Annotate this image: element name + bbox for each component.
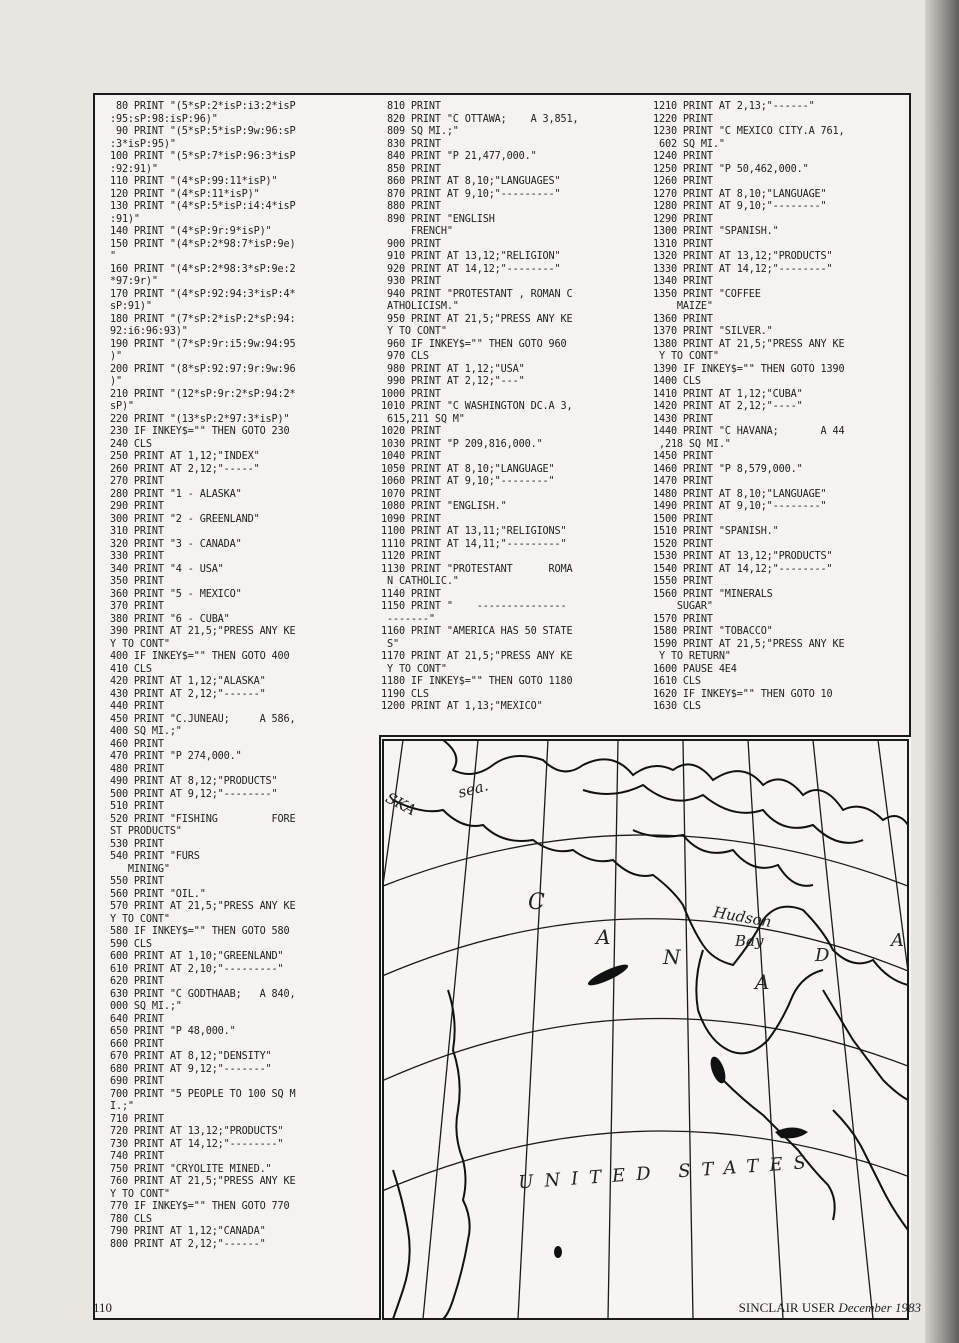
code-line: MINING"	[127, 863, 170, 875]
code-line: Y TO RETURN"	[658, 651, 731, 662]
map-drawing	[383, 740, 908, 1319]
code-line: 770 IF INKEY$="" THEN GOTO 770	[109, 1201, 290, 1212]
code-line: 140 PRINT "(4*sP:9r:9*isP)"	[109, 226, 272, 237]
longitude-line	[878, 740, 908, 1319]
code-line: 1230 PRINT "C MEXICO CITY.A 761,	[653, 126, 845, 137]
code-line: -------"	[386, 613, 435, 625]
code-line: Y TO CONT"	[658, 351, 719, 362]
code-line: 1010 PRINT "C WASHINGTON DC.A 3,	[381, 401, 573, 412]
code-line: 1470 PRINT	[653, 476, 713, 487]
code-line: 340 PRINT "4 - USA"	[109, 563, 224, 575]
code-line: 000 SQ MI.;"	[109, 1001, 182, 1012]
map-illustration	[383, 740, 908, 1319]
code-line: 980 PRINT AT 1,12;"USA"	[386, 363, 525, 375]
code-line: I.;"	[109, 1101, 134, 1112]
code-line: 1320 PRINT AT 13,12;"PRODUCTS"	[653, 251, 833, 262]
map-label-canada-letter: C	[528, 890, 545, 915]
west-coast	[393, 1170, 410, 1319]
code-line: 110 PRINT "(4*sP:99:11*isP)"	[109, 176, 278, 187]
code-line: 1000 PRINT	[381, 388, 441, 400]
code-line: 1150 PRINT " ---------------	[381, 601, 567, 612]
code-line: 170 PRINT "(4*sP:92:94:3*isP:4*	[109, 288, 296, 300]
code-line: 350 PRINT	[109, 576, 164, 587]
code-line: 490 PRINT AT 8,12;"PRODUCTS"	[109, 776, 278, 787]
great-lakes-outline	[723, 1080, 835, 1220]
code-line: 510 PRINT	[109, 801, 164, 812]
latitude-line	[383, 835, 908, 890]
code-line: 1520 PRINT	[653, 538, 713, 550]
code-line: 1270 PRINT AT 8,10;"LANGUAGE"	[653, 188, 827, 200]
code-line: 1440 PRINT "C HAVANA; A 44	[653, 426, 845, 437]
code-line: 1600 PAUSE 4E4	[653, 663, 737, 675]
magazine-footer	[739, 1300, 921, 1316]
code-line: Y TO CONT"	[386, 663, 447, 675]
code-line: 570 PRINT AT 21,5;"PRESS ANY KE	[109, 901, 296, 912]
code-line: 1500 PRINT	[653, 513, 713, 525]
code-line: 1610 CLS	[653, 676, 701, 687]
great-bear-lake	[586, 961, 630, 989]
longitude-line	[683, 740, 693, 1319]
code-line: 920 PRINT AT 14,12;"--------"	[386, 263, 561, 275]
code-line: 1560 PRINT "MINERALS	[653, 588, 773, 600]
code-line: 800 PRINT AT 2,12;"------"	[109, 1238, 266, 1250]
code-line: 960 IF INKEY$="" THEN GOTO 960	[386, 338, 567, 350]
map-label-bay: Bay	[735, 932, 764, 950]
code-line: 1250 PRINT "P 50,462,000."	[653, 163, 809, 175]
code-line: 200 PRINT "(8*sP:92:97:9r:9w:96	[109, 363, 296, 375]
code-line: 630 PRINT "C GODTHAAB; A 840,	[109, 988, 296, 1000]
arctic-islands-outline	[633, 830, 813, 886]
listing-column-3	[653, 101, 844, 714]
code-line: 840 PRINT "P 21,477,000."	[386, 151, 537, 162]
code-line: 1420 PRINT AT 2,12;"----"	[653, 401, 803, 412]
code-line: 1630 CLS	[653, 701, 701, 712]
code-line: 1100 PRINT AT 13,11;"RELIGIONS"	[381, 526, 567, 537]
code-line: 1140 PRINT	[381, 588, 441, 600]
map-label-canada-letter: A	[891, 930, 904, 951]
code-line: Y TO CONT"	[109, 638, 170, 650]
code-line: 450 PRINT "C.JUNEAU; A 586,	[109, 713, 296, 725]
code-line: 910 PRINT AT 13,12;"RELIGION"	[386, 251, 561, 262]
code-line: 1450 PRINT	[653, 451, 713, 462]
code-line: 130 PRINT "(4*sP:5*isP:i4:4*isP	[109, 201, 296, 212]
code-line: )"	[109, 376, 122, 387]
code-line: 1040 PRINT	[381, 451, 441, 462]
magazine-name: SINCLAIR USER	[738, 1300, 836, 1315]
code-line: 100 PRINT "(5*sP:7*isP:96:3*isP	[109, 151, 296, 162]
code-line: 1280 PRINT AT 9,10;"--------"	[653, 201, 827, 212]
code-line: 615,211 SQ M"	[386, 413, 465, 425]
code-line: Y TO CONT"	[109, 1188, 170, 1200]
code-line: 470 PRINT "P 274,000."	[109, 751, 242, 762]
code-line: 1060 PRINT AT 9,10;"--------"	[381, 476, 555, 487]
hudson-bay-outline	[696, 950, 823, 1053]
code-line: 1330 PRINT AT 14,12;"--------"	[653, 263, 833, 275]
code-line: *97:9r)"	[109, 276, 158, 287]
code-line: ST PRODUCTS"	[109, 826, 182, 837]
code-line: 1390 IF INKEY$="" THEN GOTO 1390	[653, 363, 845, 375]
code-line: 300 PRINT "2 - GREENLAND"	[109, 513, 260, 525]
listing-column-2	[381, 101, 578, 714]
longitude-line	[383, 740, 403, 1319]
code-line: sP:91)"	[109, 301, 152, 312]
code-line: 1400 CLS	[653, 376, 701, 387]
code-line: 480 PRINT	[109, 763, 164, 775]
code-line: ATHOLICISM."	[386, 301, 459, 312]
code-line: 700 PRINT "5 PEOPLE TO 100 SQ M	[109, 1088, 296, 1100]
code-line: 650 PRINT "P 48,000."	[109, 1026, 236, 1037]
code-line: 390 PRINT AT 21,5;"PRESS ANY KE	[109, 626, 296, 637]
code-line: 1050 PRINT AT 8,10;"LANGUAGE"	[381, 463, 555, 475]
code-line: 500 PRINT AT 9,12;"--------"	[109, 788, 278, 800]
code-line: 580 IF INKEY$="" THEN GOTO 580	[109, 926, 290, 937]
code-line: 670 PRINT AT 8,12;"DENSITY"	[109, 1051, 272, 1062]
code-line: 530 PRINT	[109, 838, 164, 850]
code-line: 730 PRINT AT 14,12;"--------"	[109, 1138, 284, 1150]
code-line: 400 SQ MI.;"	[109, 726, 182, 737]
code-line: 620 PRINT	[109, 976, 164, 987]
map-label-united-states: UNITED STATES	[517, 1151, 818, 1194]
code-line: 1540 PRINT AT 14,12;"--------"	[653, 563, 833, 575]
code-line: 860 PRINT AT 8,10;"LANGUAGES"	[386, 176, 561, 187]
map-label-hudson: Hudson	[711, 903, 773, 931]
code-line: 1130 PRINT "PROTESTANT ROMA	[381, 563, 573, 575]
code-line: 370 PRINT	[109, 601, 164, 612]
code-line: 810 PRINT	[386, 101, 441, 112]
code-line: 440 PRINT	[109, 701, 164, 712]
page-number: 110	[93, 1300, 113, 1315]
code-line: 850 PRINT	[386, 163, 441, 175]
code-line: 1550 PRINT	[653, 576, 713, 587]
code-line: 1480 PRINT AT 8,10;"LANGUAGE"	[653, 488, 827, 500]
code-line: 1090 PRINT	[381, 513, 441, 525]
code-line: 1210 PRINT AT 2,13;"------"	[653, 101, 815, 112]
code-line: N CATHOLIC."	[386, 576, 459, 587]
code-line: )"	[109, 351, 122, 362]
code-line: 950 PRINT AT 21,5;"PRESS ANY KE	[386, 313, 573, 325]
code-line: :91)"	[109, 213, 140, 225]
code-line: 290 PRINT	[109, 501, 164, 512]
code-line: 809 SQ MI.;"	[386, 126, 459, 137]
code-line: 1590 PRINT AT 21,5;"PRESS ANY KE	[653, 638, 845, 650]
code-line: 520 PRINT "FISHING FORE	[109, 813, 296, 825]
code-line: 320 PRINT "3 - CANADA"	[109, 538, 242, 550]
code-line: 940 PRINT "PROTESTANT , ROMAN C	[386, 288, 573, 300]
code-line: 380 PRINT "6 - CUBA"	[109, 613, 230, 625]
code-line: MAIZE"	[676, 301, 713, 312]
code-line: S"	[386, 638, 399, 650]
code-line: 330 PRINT	[109, 551, 164, 562]
code-line: 560 PRINT "OIL."	[109, 888, 206, 900]
code-line: 250 PRINT AT 1,12;"INDEX"	[109, 451, 260, 462]
code-line: 230 IF INKEY$="" THEN GOTO 230	[109, 426, 290, 437]
us-canada-border	[443, 990, 470, 1319]
code-line: 1020 PRINT	[381, 426, 441, 437]
code-line: 930 PRINT	[386, 276, 441, 287]
code-line: Y TO CONT"	[386, 326, 447, 337]
code-line: 610 PRINT AT 2,10;"---------"	[109, 963, 284, 975]
code-line: 660 PRINT	[109, 1038, 164, 1050]
code-line: 360 PRINT "5 - MEXICO"	[109, 588, 242, 600]
code-line: 1510 PRINT "SPANISH."	[653, 526, 779, 537]
code-line: 820 PRINT "C OTTAWA; A 3,851,	[386, 113, 579, 125]
code-line: 830 PRINT	[386, 138, 441, 150]
code-line: 270 PRINT	[109, 476, 164, 487]
code-line: :95:sP:98:isP:96)"	[109, 113, 218, 125]
map-label-canada-letter: D	[815, 945, 830, 966]
code-line: 400 IF INKEY$="" THEN GOTO 400	[109, 651, 290, 662]
code-line: 80 PRINT "(5*sP:2*isP:i3:2*isP	[115, 101, 296, 112]
arctic-islands-outline	[443, 740, 908, 825]
code-line: 540 PRINT "FURS	[109, 851, 200, 862]
code-line: 310 PRINT	[109, 526, 164, 537]
code-line: 1240 PRINT	[653, 151, 713, 162]
code-line: 1370 PRINT "SILVER."	[653, 326, 773, 337]
map-label-canada-letter: A	[755, 970, 770, 994]
code-line: 120 PRINT "(4*sP:11*isP)"	[109, 188, 260, 200]
code-line: 900 PRINT	[386, 238, 441, 250]
longitude-line	[813, 740, 873, 1319]
code-line: Y TO CONT"	[109, 913, 170, 925]
code-line: 760 PRINT AT 21,5;"PRESS ANY KE	[109, 1176, 296, 1187]
map-label-alaska: SKA	[383, 788, 420, 820]
code-line: 280 PRINT "1 - ALASKA"	[109, 488, 242, 500]
code-line: "	[109, 251, 116, 262]
us-east-coast	[833, 1110, 908, 1230]
code-line: 1180 IF INKEY$="" THEN GOTO 1180	[381, 676, 573, 687]
code-line: :3*isP:95)"	[109, 138, 176, 150]
canada-coastline	[823, 990, 908, 1100]
code-line: 1190 CLS	[381, 688, 429, 700]
code-line: 1160 PRINT "AMERICA HAS 50 STATE	[381, 626, 573, 637]
small-lake	[554, 1246, 562, 1258]
code-line: 90 PRINT "(5*sP:5*isP:9w:96:sP	[115, 126, 296, 137]
code-line: 1350 PRINT "COFFEE	[653, 288, 761, 300]
code-line: 690 PRINT	[109, 1076, 164, 1087]
code-line: 990 PRINT AT 2,12;"---"	[386, 376, 525, 387]
code-line: 710 PRINT	[109, 1113, 164, 1125]
code-line: 720 PRINT AT 13,12;"PRODUCTS"	[109, 1126, 284, 1137]
code-line: 680 PRINT AT 9,12;"-------"	[109, 1063, 272, 1075]
code-line: 210 PRINT "(12*sP:9r:2*sP:94:2*	[109, 388, 296, 400]
code-line: 790 PRINT AT 1,12;"CANADA"	[109, 1226, 266, 1237]
latitude-line	[383, 1019, 908, 1085]
code-line: 1430 PRINT	[653, 413, 713, 425]
code-line: :92:91)"	[109, 163, 158, 175]
code-line: 550 PRINT	[109, 876, 164, 887]
code-line: 890 PRINT "ENGLISH	[386, 213, 495, 225]
code-line: 750 PRINT "CRYOLITE MINED."	[109, 1163, 272, 1175]
code-line: 780 CLS	[109, 1213, 152, 1225]
code-line: 1340 PRINT	[653, 276, 713, 287]
map-label-canada-letter: N	[663, 945, 681, 969]
code-line: 1380 PRINT AT 21,5;"PRESS ANY KE	[653, 338, 845, 350]
code-line: 880 PRINT	[386, 201, 441, 212]
code-line: 420 PRINT AT 1,12;"ALASKA"	[109, 676, 266, 687]
code-line: 1310 PRINT	[653, 238, 713, 250]
code-line: 600 PRINT AT 1,10;"GREENLAND"	[109, 951, 284, 962]
code-line: sP)"	[109, 401, 134, 412]
code-line: 1120 PRINT	[381, 551, 441, 562]
code-line: 1570 PRINT	[653, 613, 713, 625]
code-line: 1290 PRINT	[653, 213, 713, 225]
code-line: FRENCH"	[410, 226, 453, 237]
code-line: 430 PRINT AT 2,12;"------"	[109, 688, 266, 700]
map-label-sea: sea.	[456, 776, 491, 802]
code-line: 220 PRINT "(13*sP:2*97:3*isP)"	[109, 413, 290, 425]
code-line: 740 PRINT	[109, 1151, 164, 1162]
code-line: 1110 PRINT AT 14,11;"---------"	[381, 538, 567, 550]
code-line: 260 PRINT AT 2,12;"-----"	[109, 463, 260, 475]
code-line: 870 PRINT AT 9,10;"---------"	[386, 188, 561, 200]
issue-date: December 1983	[838, 1300, 921, 1315]
map-label-canada-letter: A	[596, 925, 611, 949]
code-line: 240 CLS	[109, 438, 152, 450]
code-line: 1220 PRINT	[653, 113, 713, 125]
code-line: 92:i6:96:93)"	[109, 326, 188, 337]
code-line: ,218 SQ MI."	[658, 438, 731, 450]
longitude-line	[608, 740, 618, 1319]
code-line: 640 PRINT	[109, 1013, 164, 1025]
code-line: 1410 PRINT AT 1,12;"CUBA"	[653, 388, 803, 400]
code-line: 590 CLS	[109, 938, 152, 950]
code-line: 1030 PRINT "P 209,816,000."	[381, 438, 543, 450]
code-line: 190 PRINT "(7*sP:9r:i5:9w:94:95	[109, 338, 296, 350]
code-line: 150 PRINT "(4*sP:2*98:7*isP:9e)	[109, 238, 296, 250]
code-line: 1170 PRINT AT 21,5;"PRESS ANY KE	[381, 651, 573, 662]
code-line: 602 SQ MI."	[658, 138, 725, 150]
code-line: 160 PRINT "(4*sP:2*98:3*sP:9e:2	[109, 263, 296, 275]
code-line: 1300 PRINT "SPANISH."	[653, 226, 779, 237]
code-line: 1620 IF INKEY$="" THEN GOTO 10	[653, 688, 833, 700]
page-edge-shadow	[925, 0, 959, 1343]
code-line: 1580 PRINT "TOBACCO"	[653, 626, 773, 637]
code-line: 970 CLS	[386, 351, 429, 362]
code-line: 1490 PRINT AT 9,10;"--------"	[653, 501, 827, 512]
code-line: 410 CLS	[109, 663, 152, 675]
listing-column-1	[104, 101, 295, 1251]
code-line: 1080 PRINT "ENGLISH."	[381, 501, 507, 512]
code-line: 1070 PRINT	[381, 488, 441, 500]
code-line: 1360 PRINT	[653, 313, 713, 325]
code-line: 1460 PRINT "P 8,579,000."	[653, 463, 803, 475]
code-line: 1260 PRINT	[653, 176, 713, 187]
code-line: SUGAR"	[676, 601, 713, 612]
code-line: 1530 PRINT AT 13,12;"PRODUCTS"	[653, 551, 833, 562]
code-line: 180 PRINT "(7*sP:2*isP:2*sP:94:	[109, 313, 296, 325]
code-line: 1200 PRINT AT 1,13;"MEXICO"	[381, 701, 543, 712]
lake-superior	[775, 1128, 808, 1139]
lake-winnipeg	[708, 1055, 729, 1085]
code-line: 460 PRINT	[109, 738, 164, 750]
